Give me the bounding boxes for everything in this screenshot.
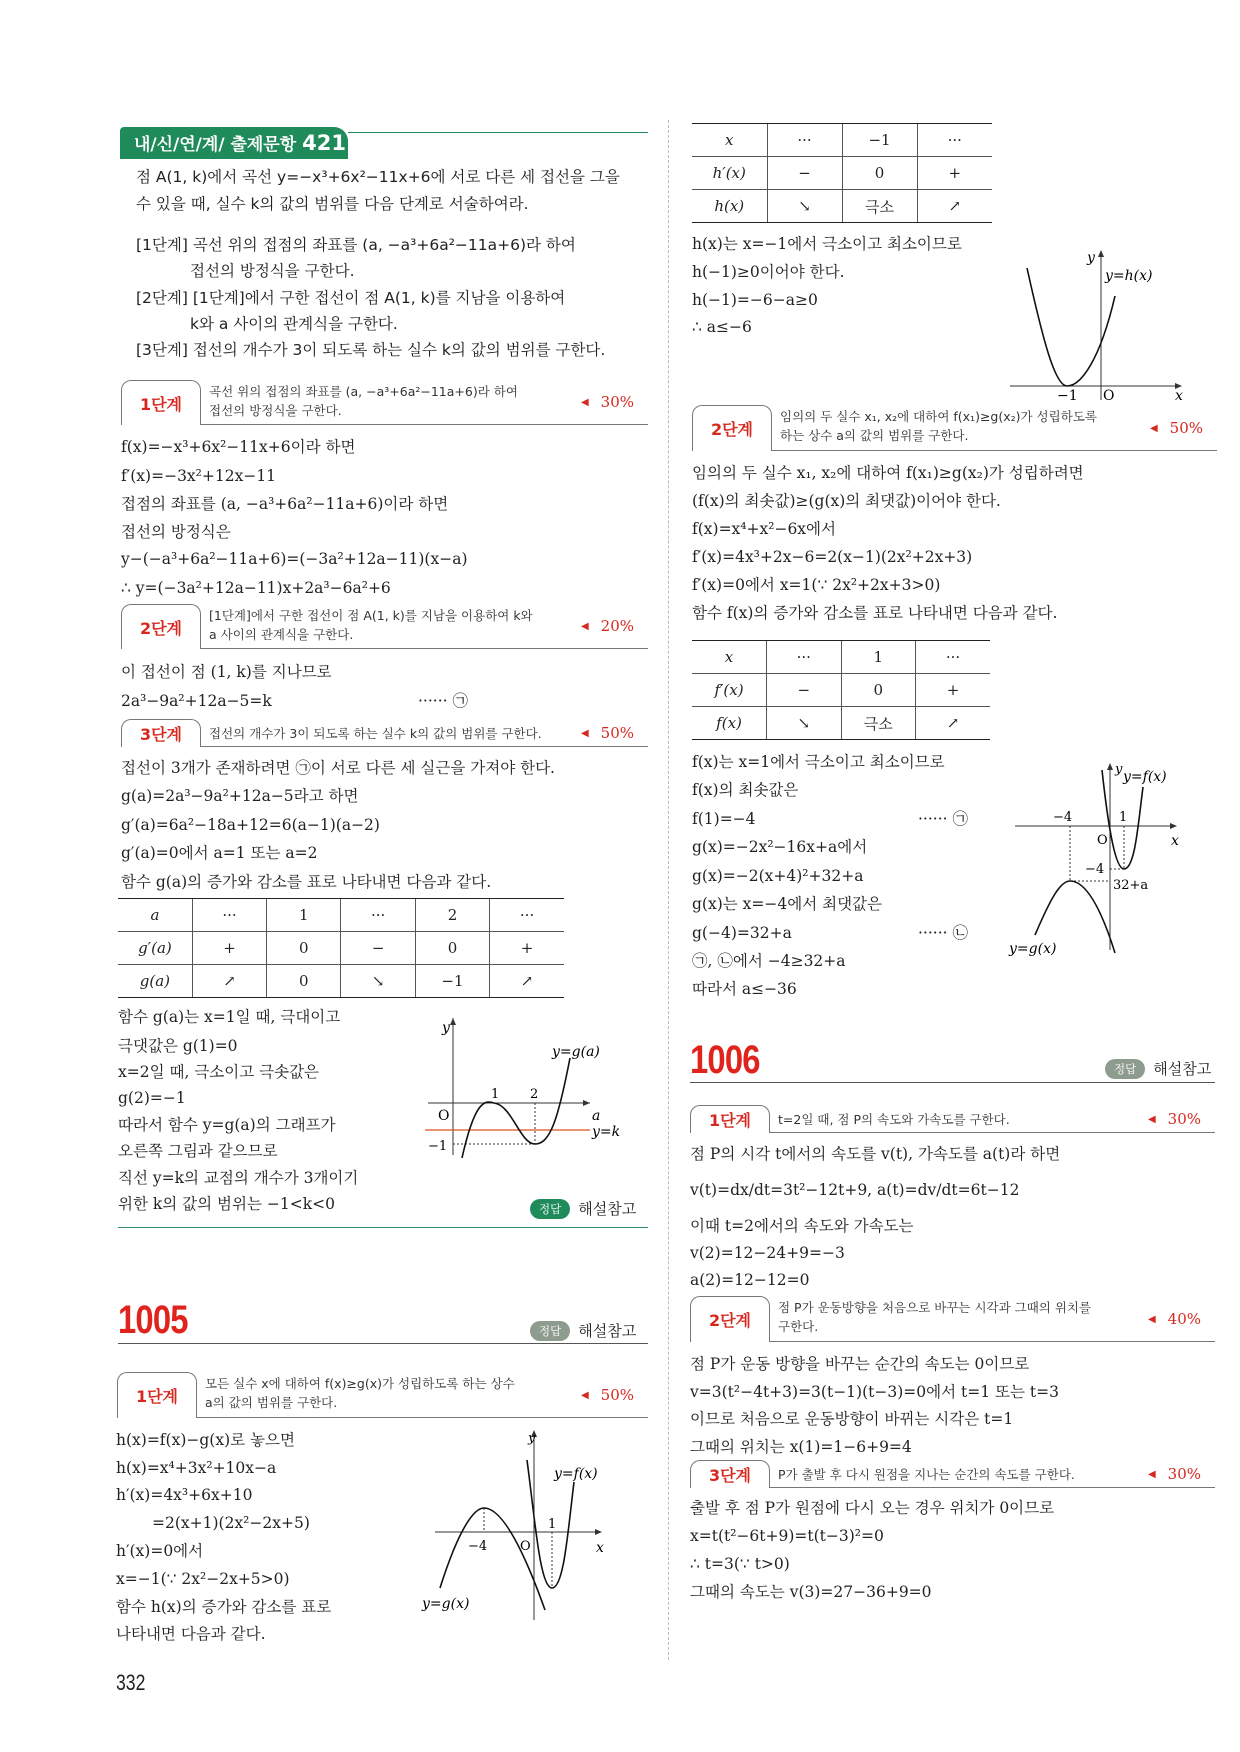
step-tag: 2단계: [692, 405, 772, 451]
step-tag: 2단계: [121, 604, 201, 649]
graph-g-of-a: [420, 1010, 650, 1160]
answer-1005: [530, 1320, 636, 1341]
solution-line: f(x)는 x=1에서 극소이고 최소이므로: [692, 753, 945, 771]
section-banner: [120, 127, 348, 159]
solution-line: h(x)는 x=−1에서 극소이고 최소이므로: [692, 235, 962, 253]
solution-line: f′(x)=−3x²+12x−11: [121, 467, 277, 485]
solution-line: h(−1)≥0이어야 한다.: [692, 263, 845, 281]
step-percent: ◀ 30%: [1148, 1110, 1201, 1128]
svg-text:−1: −1: [428, 1139, 448, 1154]
step-percent: ◀ 30%: [1148, 1465, 1201, 1483]
section-divider: [118, 1343, 648, 1344]
solution-line: 그때의 위치는 x(1)=1−6+9=4: [690, 1438, 912, 1456]
solution-line: h′(x)=0에서: [116, 1542, 204, 1560]
solution-line: x=−1(∵ 2x²−2x+5>0): [116, 1570, 290, 1588]
answer-1006: [1105, 1058, 1211, 1079]
solution-line: ㉠, ㉡에서 −4≥32+a: [692, 952, 846, 970]
solution-line: 이 접선이 점 (1, k)를 지나므로: [121, 663, 332, 681]
svg-text:y: y: [1087, 250, 1095, 266]
step-percent: ◀ 40%: [1148, 1310, 1201, 1328]
column-divider: [668, 120, 669, 1660]
variation-table-g: a ··· 1 ··· 2 ··· g′(a) + 0 − 0 + g(a) ↗ 0 ↘ −1 ↗: [118, 898, 564, 998]
solution-line: 임의의 두 실수 x₁, x₂에 대하여 f(x₁)≥g(x₂)가 성립하려면: [692, 464, 1084, 482]
svg-text:y=g(x): y=g(x): [422, 1596, 470, 1612]
step-tag: 1단계: [690, 1105, 770, 1133]
solution-line: v(t)=dx/dt=3t²−12t+9, a(t)=dv/dt=6t−12: [690, 1181, 1020, 1199]
step-desc: [1단계]에서 구한 접선이 점 A(1, k)를 지남을 이용하여 k와 a 사이의 관계식을 구한다.: [209, 608, 533, 642]
svg-text:−4: −4: [468, 1539, 488, 1554]
svg-text:a: a: [592, 1108, 601, 1124]
solution-line: g(a)=2a³−9a²+12a−5라고 하면: [121, 787, 359, 805]
svg-text:1: 1: [548, 1517, 557, 1532]
solution-line: f′(x)=4x³+2x−6=2(x−1)(2x²+2x+3): [692, 548, 973, 566]
svg-text:y: y: [1115, 762, 1123, 777]
step-3-box: [121, 719, 648, 747]
svg-text:O: O: [520, 1539, 531, 1554]
solution-line: (f(x)의 최솟값)≥(g(x)의 최댓값)이어야 한다.: [692, 492, 1001, 510]
step-1-box: [117, 1372, 648, 1418]
solution-line: 함수 h(x)의 증가와 감소를 표로: [116, 1598, 332, 1616]
answer-badge: 정답: [1105, 1059, 1145, 1079]
solution-line: h(x)=x⁴+3x²+10x−a: [116, 1459, 277, 1477]
step-2-box: [692, 405, 1217, 451]
step-tag: 2단계: [690, 1296, 770, 1342]
step-3-box: [690, 1460, 1215, 1488]
svg-text:y=k: y=k: [592, 1124, 621, 1140]
graph-f-and-g-step2: [1005, 755, 1215, 965]
step-desc: P가 출발 후 다시 원점을 지나는 순간의 속도를 구한다.: [778, 1467, 1075, 1482]
svg-text:2: 2: [530, 1087, 539, 1102]
solution-line: 나타내면 다음과 같다.: [116, 1625, 266, 1643]
step-percent: ◀ 50%: [581, 724, 634, 742]
svg-text:y=f(x): y=f(x): [554, 1466, 598, 1482]
solution-line: g′(a)=6a²−18a+12=6(a−1)(a−2): [121, 816, 380, 834]
svg-text:x: x: [1175, 388, 1183, 400]
conclusion-line: 위한 k의 값의 범위는 −1<k<0: [118, 1195, 335, 1213]
solution-line: 접점의 좌표를 (a, −a³+6a²−11a+6)이라 하면: [121, 495, 449, 513]
answer-text: 해설참고: [578, 1322, 637, 1340]
problem-statement-2: 수 있을 때, 실수 k의 값의 범위를 다음 단계로 서술하여라.: [136, 195, 529, 213]
solution-line: 따라서 a≤−36: [692, 980, 797, 998]
stage-instruction-2b: k와 a 사이의 관계식을 구한다.: [190, 315, 398, 333]
equation-mark: ······ ㉠: [418, 692, 468, 710]
step-percent: ◀ 50%: [581, 1386, 634, 1404]
step-2-box: [690, 1296, 1215, 1342]
step-desc: 점 P가 운동방향을 처음으로 바꾸는 시각과 그때의 위치를 구한다.: [778, 1300, 1092, 1334]
solution-line: ∴ a≤−6: [692, 318, 752, 336]
step-tag: 3단계: [690, 1460, 770, 1488]
svg-text:y=g(x): y=g(x): [1009, 941, 1057, 957]
solution-line: 그때의 속도는 v(3)=27−36+9=0: [690, 1583, 932, 1601]
svg-text:−1: −1: [1057, 388, 1078, 400]
solution-line: a(2)=12−12=0: [690, 1271, 810, 1289]
solution-line: x=t(t²−6t+9)=t(t−3)²=0: [690, 1527, 884, 1545]
answer-text: 해설참고: [578, 1200, 637, 1218]
step-desc: 접선의 개수가 3이 되도록 하는 실수 k의 값의 범위를 구한다.: [209, 726, 542, 741]
step-1-box: [121, 380, 648, 425]
solution-line: 점 P가 운동 방향을 바꾸는 순간의 속도는 0이므로: [690, 1355, 1030, 1373]
step-percent: ◀ 30%: [581, 393, 634, 411]
solution-line: g(x)=−2(x+4)²+32+a: [692, 867, 864, 885]
solution-line: y−(−a³+6a²−11a+6)=(−3a²+12a−11)(x−a): [121, 550, 468, 568]
solution-line: f(x)의 최솟값은: [692, 781, 799, 799]
graph-h-of-x: [1005, 240, 1205, 400]
solution-line: g(x)=−2x²−16x+a에서: [692, 838, 868, 856]
stage-instruction-3: [3단계] 접선의 개수가 3이 되도록 하는 실수 k의 값의 범위를 구한다.: [136, 341, 606, 359]
step-tag: 1단계: [121, 380, 201, 425]
conclusion-line: x=2일 때, 극소이고 극솟값은: [118, 1063, 320, 1081]
solution-line: 접선의 방정식은: [121, 523, 231, 541]
step-tag: 1단계: [117, 1372, 197, 1418]
step-desc: 임의의 두 실수 x₁, x₂에 대하여 f(x₁)≥g(x₂)가 성립하도록 하는 상수 a의 값의 범위를 구한다.: [780, 409, 1097, 443]
banner-number: 421: [302, 131, 346, 155]
solution-line: 함수 f(x)의 증가와 감소를 표로 나타내면 다음과 같다.: [692, 604, 1058, 622]
answer-badge: 정답: [530, 1321, 570, 1341]
page-number: 332: [116, 1670, 146, 1695]
solution-line: 함수 g(a)의 증가와 감소를 표로 나타내면 다음과 같다.: [121, 873, 492, 891]
solution-line: f(x)=−x³+6x²−11x+6이라 하면: [121, 438, 356, 456]
stage-instruction-2: [2단계] [1단계]에서 구한 접선이 점 A(1, k)를 지남을 이용하여: [136, 289, 566, 307]
solution-line: 이때 t=2에서의 속도와 가속도는: [690, 1217, 914, 1235]
solution-line: v=3(t²−4t+3)=3(t−1)(t−3)=0에서 t=1 또는 t=3: [690, 1383, 1059, 1401]
svg-text:32+a: 32+a: [1113, 878, 1149, 893]
solution-line: 점 P의 시각 t에서의 속도를 v(t), 가속도를 a(t)라 하면: [690, 1145, 1061, 1163]
solution-line: 이므로 처음으로 운동방향이 바뀌는 시각은 t=1: [690, 1410, 1014, 1428]
svg-text:y=h(x): y=h(x): [1105, 268, 1153, 284]
equation-mark: ······ ㉡: [918, 924, 968, 942]
solution-line: ∴ t=3(∵ t>0): [690, 1555, 790, 1573]
svg-text:1: 1: [491, 1087, 500, 1102]
step-percent: ◀ 50%: [1150, 419, 1203, 437]
problem-number-1005: 1005: [118, 1298, 188, 1342]
banner-rule: [348, 132, 648, 133]
solution-line: 출발 후 점 P가 원점에 다시 오는 경우 위치가 0이므로: [690, 1499, 1055, 1517]
step-desc: 곡선 위의 접점의 좌표를 (a, −a³+6a²−11a+6)라 하여 접선의 방정식을 구한다.: [209, 384, 518, 418]
stage-instruction-1: [1단계] 곡선 위의 접점의 좌표를 (a, −a³+6a²−11a+6)라 하여: [136, 236, 576, 254]
solution-line: 2a³−9a²+12a−5=k: [121, 692, 272, 710]
variation-table-h: x ··· −1 ··· h′(x) − 0 + h(x) ↘ 극소 ↗: [692, 123, 992, 223]
conclusion-line: 따라서 함수 y=g(a)의 그래프가: [118, 1116, 336, 1134]
svg-text:x: x: [596, 1540, 604, 1556]
solution-line: f′(x)=0에서 x=1(∵ 2x²+2x+3>0): [692, 576, 941, 594]
svg-text:y=f(x): y=f(x): [1123, 769, 1167, 785]
solution-line: h′(x)=4x³+6x+10: [116, 1486, 253, 1504]
stage-instruction-1b: 접선의 방정식을 구한다.: [190, 262, 355, 280]
step-percent: ◀ 20%: [581, 617, 634, 635]
answer-text: 해설참고: [1153, 1060, 1212, 1078]
conclusion-line: 극댓값은 g(1)=0: [118, 1037, 238, 1055]
step-desc: 모든 실수 x에 대하여 f(x)≥g(x)가 성립하도록 하는 상수 a의 값의 범위를 구한다.: [205, 1376, 515, 1410]
svg-text:O: O: [1103, 388, 1115, 400]
problem-statement-1: 점 A(1, k)에서 곡선 y=−x³+6x²−11x+6에 서로 다른 세 접선을 그을: [136, 168, 620, 186]
answer-421: [530, 1198, 636, 1219]
banner-label: 내/신/연/계/ 출제문항: [134, 135, 297, 155]
solution-line: g(x)는 x=−4에서 최댓값은: [692, 895, 883, 913]
answer-badge: 정답: [530, 1199, 570, 1219]
svg-text:y: y: [528, 1431, 536, 1446]
solution-line: f(x)=x⁴+x²−6x에서: [692, 520, 836, 538]
svg-text:1: 1: [1119, 810, 1128, 825]
step-1-box: [690, 1105, 1215, 1133]
step-tag: 3단계: [121, 719, 201, 747]
solution-line: v(2)=12−24+9=−3: [690, 1244, 845, 1262]
graph-f-and-g: [420, 1430, 620, 1630]
solution-line: g(−4)=32+a: [692, 924, 792, 942]
variation-table-f: x ··· 1 ··· f′(x) − 0 + f(x) ↘ 극소 ↗: [692, 640, 990, 740]
solution-line: =2(x+1)(2x²−2x+5): [152, 1514, 310, 1532]
solution-line: ∴ y=(−3a²+12a−11)x+2a³−6a²+6: [121, 579, 391, 597]
solution-line: g′(a)=0에서 a=1 또는 a=2: [121, 844, 318, 862]
conclusion-line: 함수 g(a)는 x=1일 때, 극대이고: [118, 1008, 341, 1026]
svg-text:y=g(a): y=g(a): [552, 1044, 600, 1060]
svg-text:−4: −4: [1085, 862, 1105, 877]
solution-line: f(1)=−4: [692, 810, 756, 828]
svg-text:O: O: [438, 1108, 450, 1124]
equation-mark: ······ ㉠: [918, 810, 968, 828]
svg-text:x: x: [1171, 833, 1179, 849]
solution-line: 접선이 3개가 존재하려면 ㉠이 서로 다른 세 실근을 가져야 한다.: [121, 759, 555, 777]
solution-line: h(−1)=−6−a≥0: [692, 291, 818, 309]
svg-text:O: O: [1097, 833, 1108, 848]
conclusion-line: 직선 y=k의 교점의 개수가 3개이기: [118, 1169, 359, 1187]
conclusion-line: g(2)=−1: [118, 1089, 186, 1107]
svg-text:−4: −4: [1053, 810, 1073, 825]
svg-text:y: y: [442, 1020, 450, 1036]
problem-number-1006: 1006: [690, 1038, 760, 1082]
solution-line: h(x)=f(x)−g(x)로 놓으면: [116, 1431, 295, 1449]
conclusion-line: 오른쪽 그림과 같으므로: [118, 1142, 278, 1160]
section-divider: [690, 1082, 1215, 1083]
section-divider: [118, 1227, 648, 1228]
step-desc: t=2일 때, 점 P의 속도와 가속도를 구한다.: [778, 1112, 1010, 1127]
step-2-box: [121, 604, 648, 649]
